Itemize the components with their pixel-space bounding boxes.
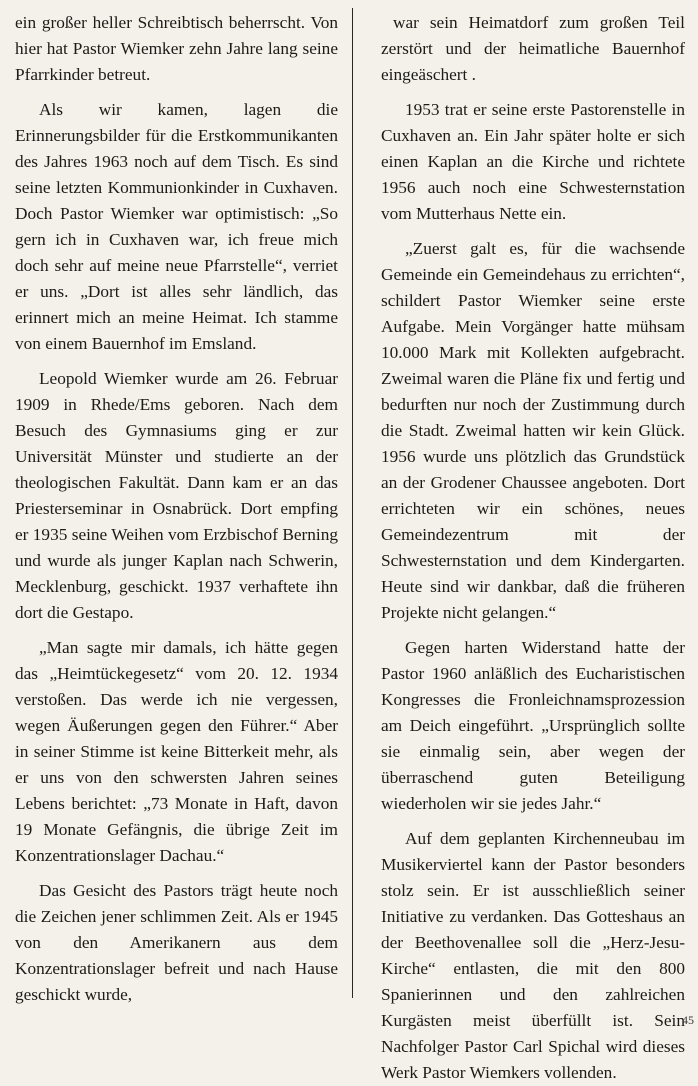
- page-number: 45: [682, 1013, 694, 1027]
- right-paragraph-3: „Zuerst galt es, für die wachsende Gemeinde ein Gemeindehaus zu errichten“, schildert Pastor Wiemker seine erste Aufgabe. Mein Vorgänger hatte mühsam 10.000 Mark mit Kollekten aufgebracht. Zweimal waren die Pläne fix und fertig und bedurften nur noch der Zustimmung durch die Stadt. Zweimal hatten wir kein Glück. 1956 wurde uns plötzlich das Grundstück an der Grodener Chaussee angeboten. Dort errichteten wir ein schönes, neues Gemeindezentrum mit der Schwesternstation und dem Kindergarten. Heute sind wir dankbar, daß die früheren Projekte nicht gelangen.“: [381, 239, 685, 622]
- left-paragraph-3: Leopold Wiemker wurde am 26. Februar 1909 in Rhede/Ems geboren. Nach dem Besuch des Gymnasiums ging er zur Universität Münster und studierte an der theologischen Fakultät. Dann kam er an das Priesterseminar in Osnabrück. Dort empfing er 1935 seine Weihen vom Erzbischof Berning und wurde als junger Kaplan nach Schwerin, Mecklenburg, geschickt. 1937 verhaftete ihn dort die Gestapo.: [15, 369, 338, 622]
- right-paragraph-4: Gegen harten Widerstand hatte der Pastor 1960 anläßlich des Eucharistischen Kongresses die Fronleichnamsprozession am Deich eingeführt. „Ursprünglich sollte sie einmalig sein, aber wegen der überraschend guten Beteiligung wiederholen wir sie jedes Jahr.“: [381, 638, 685, 813]
- column-divider: [352, 8, 353, 998]
- right-paragraph-1: war sein Heimatdorf zum großen Teil zerstört und der heimatliche Bauernhof eingeäschert .: [381, 13, 685, 84]
- left-paragraph-4: „Man sagte mir damals, ich hätte gegen das „Heimtückegesetz“ vom 20. 12. 1934 verstoßen. Das werde ich nie vergessen, wegen Äußerungen gegen den Führer.“ Aber in seiner Stimme ist keine Bitterkeit mehr, als er uns von den schwersten Jahren seines Lebens berichtet: „73 Monate in Haft, davon 19 Monate Gefängnis, die übrige Zeit im Konzentrationslager Dachau.“: [15, 638, 338, 865]
- right-paragraph-5: Auf dem geplanten Kirchenneubau im Musikerviertel kann der Pastor besonders stolz sein. Er ist ausschließlich seiner Initiative zu verdanken. Das Gotteshaus an der Beethovenallee soll die „Herz-Jesu-Kirche“ entlasten, die mit den 800 Spanierinnen und den zahlreichen Kurgästen meist überfüllt ist. Sein Nachfolger Pastor Carl Spichal wird dieses Werk Pastor Wiemkers vollenden.: [381, 829, 685, 1082]
- left-paragraph-2: Als wir kamen, lagen die Erinnerungsbilder für die Erstkommunikanten des Jahres 1963 noch auf dem Tisch. Es sind seine letzten Kommunionkinder in Cuxhaven. Doch Pastor Wiemker war optimistisch: „So gern ich in Cuxhaven war, ich freue mich doch sehr auf meine neue Pfarrstelle“, verriet er uns. „Dort ist alles sehr ländlich, das erinnert mich an meine Heimat. Ich stamme von einem Bauernhof im Emsland.: [15, 100, 338, 353]
- left-paragraph-1: ein großer heller Schreibtisch beherrscht. Von hier hat Pastor Wiemker zehn Jahre lang seine Pfarrkinder betreut.: [15, 13, 338, 84]
- left-paragraph-5: Das Gesicht des Pastors trägt heute noch die Zeichen jener schlimmen Zeit. Als er 1945 von den Amerikanern aus dem Konzentrationslager befreit und nach Hause geschickt wurde,: [15, 881, 338, 1004]
- right-paragraph-2: 1953 trat er seine erste Pastorenstelle in Cuxhaven an. Ein Jahr später holte er sich einen Kaplan an die Kirche und richtete 1956 auch noch eine Schwesternstation vom Mutterhaus Nette ein.: [381, 100, 685, 223]
- right-column: [381, 10, 685, 1086]
- left-column: [15, 10, 338, 1008]
